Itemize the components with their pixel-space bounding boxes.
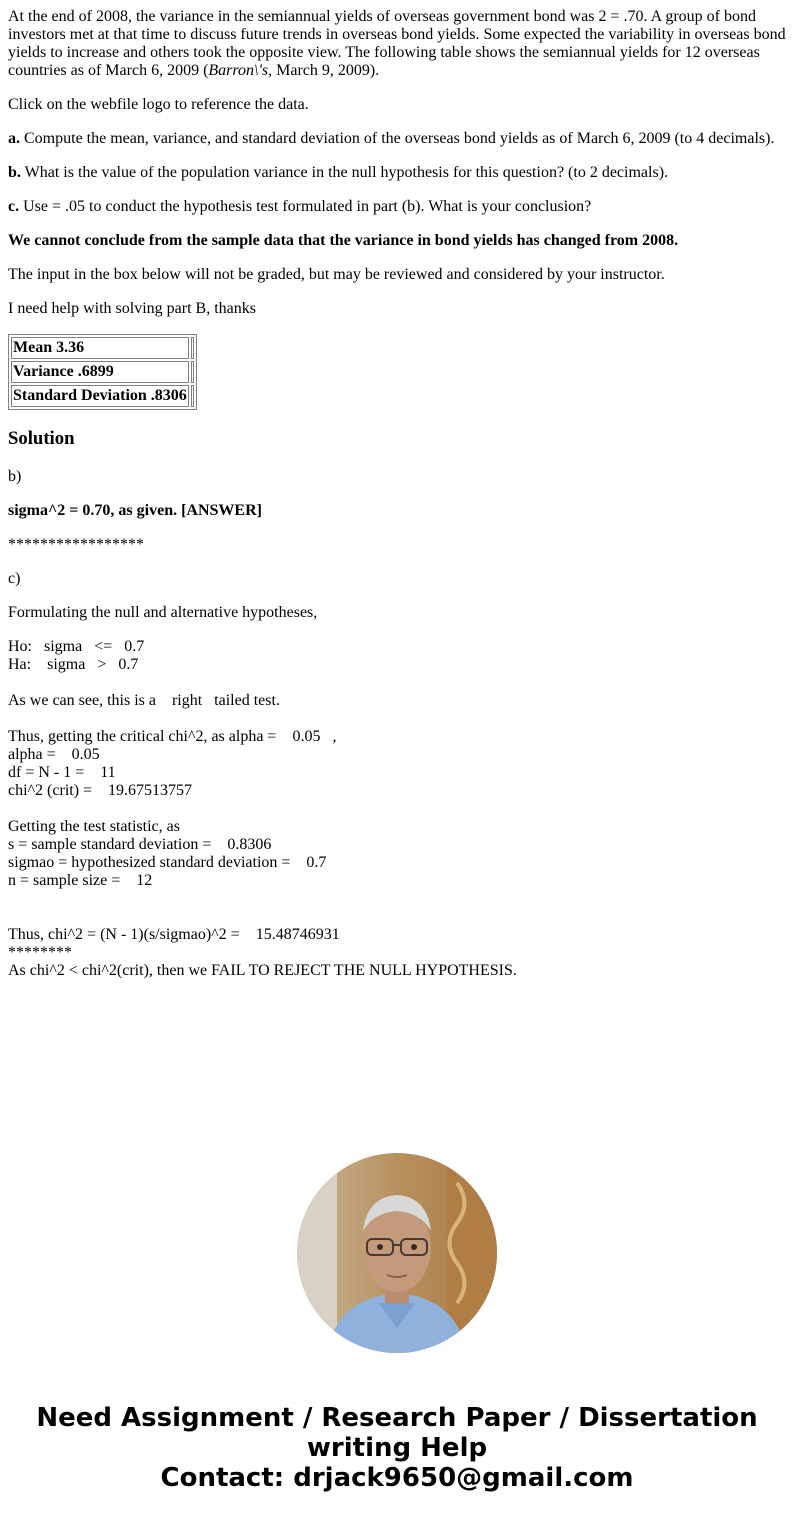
cta-line-2: writing Help bbox=[306, 1433, 488, 1463]
df-line: df = N - 1 = 11 bbox=[8, 764, 116, 781]
intro-text-2: , March 9, 2009). bbox=[268, 62, 380, 79]
contact-banner bbox=[0, 1403, 794, 1493]
question-b-label: b. bbox=[8, 164, 21, 181]
question-a-label: a. bbox=[8, 130, 20, 147]
part-c-label: c) bbox=[8, 570, 21, 587]
chi-crit-line: chi^2 (crit) = 19.67513757 bbox=[8, 782, 193, 799]
source-name: Barron\'s bbox=[208, 62, 269, 79]
question-b bbox=[8, 164, 788, 182]
formulating-text: Formulating the null and alternative hypotheses, bbox=[8, 604, 318, 621]
tail-text: As we can see, this is a right tailed test. bbox=[8, 692, 280, 709]
solution-heading: Solution bbox=[8, 428, 75, 449]
table-row bbox=[11, 337, 194, 359]
question-b-text: What is the value of the population variance in the null hypothesis for this question? (to 2 decimals). bbox=[20, 164, 669, 181]
question-c bbox=[8, 198, 788, 216]
empty-cell bbox=[191, 361, 194, 383]
test-intro: Getting the test statistic, as bbox=[8, 818, 180, 835]
part-b-label: b) bbox=[8, 468, 22, 485]
alpha-line: alpha = 0.05 bbox=[8, 746, 100, 763]
part-b-answer-text: sigma^2 = 0.70, as given. [ANSWER] bbox=[8, 502, 262, 519]
question-c-label: c. bbox=[8, 198, 20, 215]
author-portrait-image bbox=[297, 1153, 497, 1353]
spacer bbox=[8, 800, 788, 818]
table-row bbox=[11, 385, 194, 407]
separator: ***************** bbox=[8, 536, 144, 553]
intro-paragraph bbox=[8, 8, 788, 80]
part-b-answer bbox=[8, 502, 788, 520]
variance-cell: Variance .6899 bbox=[11, 361, 189, 383]
empty-cell bbox=[191, 337, 194, 359]
n-line: n = sample size = 12 bbox=[8, 872, 153, 889]
alt-hypothesis: Ha: sigma > 0.7 bbox=[8, 656, 139, 673]
spacer bbox=[8, 710, 788, 728]
spacer bbox=[8, 674, 788, 692]
mean-cell: Mean 3.36 bbox=[11, 337, 189, 359]
intro-text-1: At the end of 2008, the variance in the semiannual yields of overseas government bond was 2 = .70. A group of bond investors met at that time to discuss future trends in overseas bond yields. Some expected the variability in overseas bond yields to increase and others took the opposite view. The following table shows the semiannual yields for 12 overseas countries as of March 6, 2009 ( bbox=[8, 8, 786, 79]
question-content bbox=[8, 8, 788, 980]
question-a-text: Compute the mean, variance, and standard deviation of the overseas bond yields as of March 6, 2009 (to 4 decimals). bbox=[20, 130, 775, 147]
cta-line-1: Need Assignment / Research Paper / Dissertation bbox=[36, 1403, 758, 1433]
grading-note: The input in the box below will not be graded, but may be reviewed and considered by your instructor. bbox=[8, 266, 665, 283]
spacer bbox=[8, 908, 788, 926]
webfile-note: Click on the webfile logo to reference the data. bbox=[8, 96, 309, 113]
empty-cell bbox=[191, 385, 194, 407]
question-c-text: Use = .05 to conduct the hypothesis test formulated in part (b). What is your conclusion? bbox=[19, 198, 592, 215]
conclusion-statement bbox=[8, 232, 788, 250]
final-conclusion: As chi^2 < chi^2(crit), then we FAIL TO REJECT THE NULL HYPOTHESIS. bbox=[8, 962, 517, 979]
sigmao-line: sigmao = hypothesized standard deviation = 0.7 bbox=[8, 854, 327, 871]
critical-intro: Thus, getting the critical chi^2, as alpha = 0.05 , bbox=[8, 728, 337, 745]
chi-stat-line: Thus, chi^2 = (N - 1)(s/sigmao)^2 = 15.48746931 bbox=[8, 926, 340, 943]
table-row bbox=[11, 361, 194, 383]
spacer bbox=[8, 890, 788, 908]
short-separator: ******** bbox=[8, 944, 72, 961]
cta-contact-email: Contact: drjack9650@gmail.com bbox=[160, 1463, 634, 1493]
null-hypothesis: Ho: sigma <= 0.7 bbox=[8, 638, 145, 655]
std-dev-cell: Standard Deviation .8306 bbox=[11, 385, 189, 407]
conclusion-text: We cannot conclude from the sample data that the variance in bond yields has changed from 2008. bbox=[8, 232, 679, 249]
question-a bbox=[8, 130, 788, 148]
help-request: I need help with solving part B, thanks bbox=[8, 300, 256, 317]
summary-table bbox=[8, 334, 197, 410]
solution-work bbox=[8, 638, 788, 980]
author-avatar bbox=[297, 1153, 497, 1353]
s-line: s = sample standard deviation = 0.8306 bbox=[8, 836, 272, 853]
